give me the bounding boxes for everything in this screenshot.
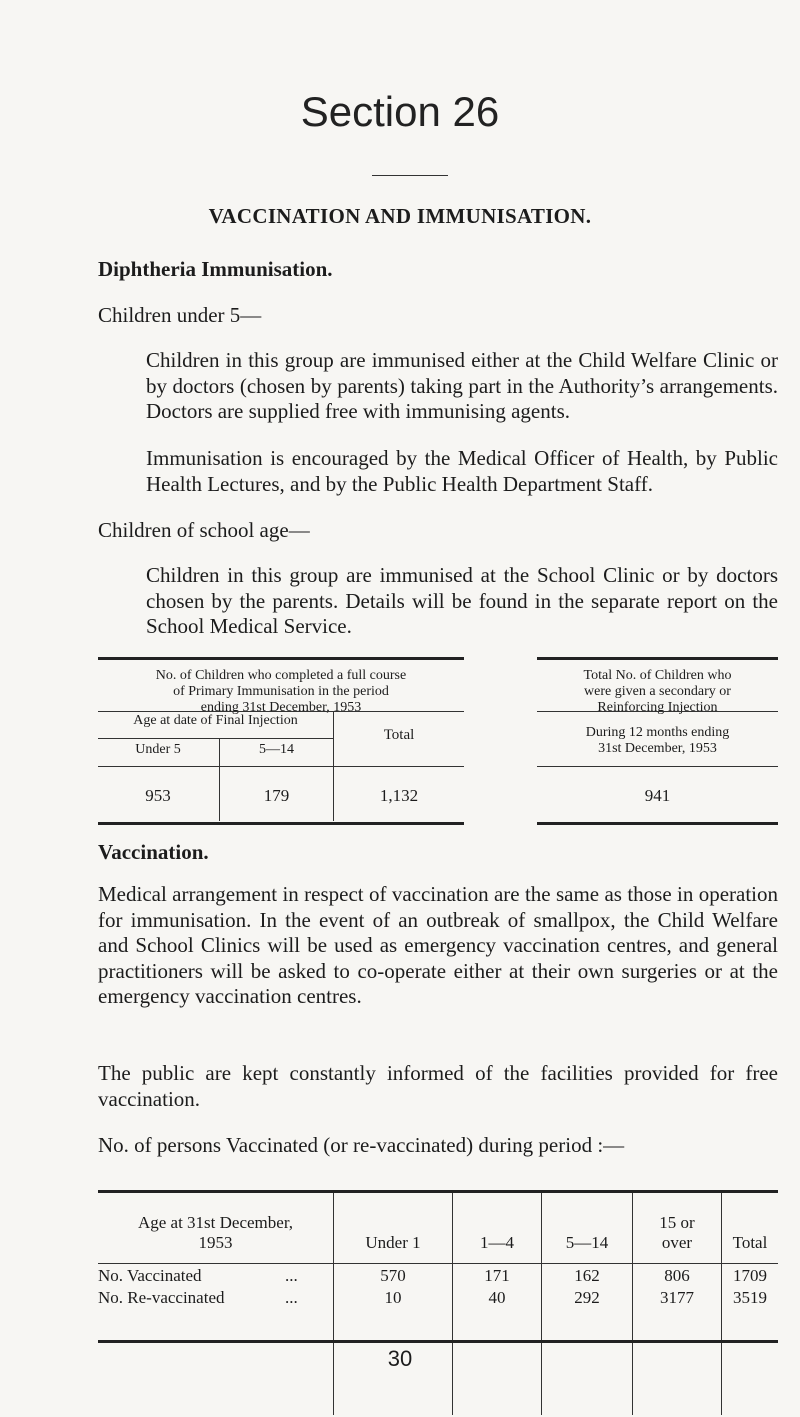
- cell-value: 1709: [733, 1266, 767, 1285]
- column-under-1: Under 1: [365, 1233, 421, 1252]
- vaccination-paragraph-3: No. of persons Vaccinated (or re-vaccinated) during period :—: [98, 1133, 625, 1157]
- column-under-5: Under 5: [135, 742, 181, 757]
- column-5-14: 5—14: [565, 1233, 609, 1252]
- vaccination-age-header: Age at 31st December, 1953: [137, 1213, 294, 1252]
- under5-paragraph-2: Immunisation is encouraged by the Medical Officer of Health, by Public Health Lectures, and by the Public Health Department Staff.: [146, 446, 778, 496]
- row-label: No. Vaccinated: [98, 1266, 202, 1285]
- immunisation-right-header: Total No. of Children who were given a secondary or Reinforcing Injection: [583, 668, 732, 715]
- table-row: [98, 1266, 202, 1286]
- diphtheria-heading: Diphtheria Immunisation.: [98, 257, 333, 281]
- vaccination-paragraph-1: Medical arrangement in respect of vaccination are the same as those in operation for immunisation. In the event of an outbreak of smallpox, the Child Welfare and School Clinics will be used as emergency vaccination centres, and general practitioners will be asked to co-operate either at their own surgeries or at the emergency vaccination centres.: [98, 882, 778, 1008]
- title-divider: [372, 175, 448, 176]
- cell-value: 3519: [733, 1288, 767, 1307]
- row-label: No. Re-vaccinated: [98, 1288, 225, 1307]
- section-title: Section 26: [300, 88, 500, 135]
- immunisation-left-header: No. of Children who completed a full course of Primary Immunisation in the period ending 31st December, 1953: [155, 668, 407, 715]
- column-1-4: 1—4: [480, 1233, 514, 1252]
- page-number: 30: [387, 1346, 413, 1371]
- cell-value: 570: [380, 1266, 406, 1285]
- row-dots: ...: [285, 1288, 298, 1307]
- value-5-14: 179: [263, 786, 290, 805]
- column-15-or-over: 15 or over: [659, 1213, 695, 1252]
- school-age-paragraph: Children in this group are immunised at the School Clinic or by doctors chosen by the parents. Details will be found in the separate report on the School Medical Service.: [146, 563, 778, 638]
- cell-value: 10: [384, 1288, 402, 1307]
- table-rule: [537, 657, 778, 660]
- column-total: Total: [732, 1233, 768, 1252]
- vaccination-paragraph-2: The public are kept constantly informed of the facilities provided for free vaccination.: [98, 1061, 778, 1111]
- row-dots: ...: [285, 1266, 298, 1285]
- under5-paragraph-1: Children in this group are immunised either at the Child Welfare Clinic or by doctors (chosen by parents) taking part in the Authority’s arrangements. Doctors are supplied free with immunising agents.: [146, 348, 778, 423]
- cell-value: 3177: [660, 1288, 694, 1307]
- column-total: Total: [383, 727, 415, 743]
- vaccination-heading: Vaccination.: [98, 840, 209, 864]
- cell-value: 171: [484, 1266, 510, 1285]
- cell-value: 162: [574, 1266, 600, 1285]
- cell-value: 806: [664, 1266, 690, 1285]
- table-rule: [98, 657, 464, 660]
- value-total: 1,132: [379, 786, 419, 805]
- under5-label: Children under 5—: [98, 303, 262, 327]
- cell-value: 292: [574, 1288, 600, 1307]
- school-age-label: Children of school age—: [98, 518, 310, 542]
- age-at-final-injection-header: Age at date of Final Injection: [133, 713, 298, 728]
- value-reinforcing: 941: [644, 786, 671, 805]
- table-row: [98, 1288, 225, 1308]
- cell-value: 40: [488, 1288, 506, 1307]
- value-under-5: 953: [145, 786, 171, 805]
- main-heading: VACCINATION AND IMMUNISATION.: [208, 204, 592, 228]
- during-period-header: During 12 months ending 31st December, 1953: [585, 725, 730, 756]
- column-5-14: 5—14: [259, 742, 294, 757]
